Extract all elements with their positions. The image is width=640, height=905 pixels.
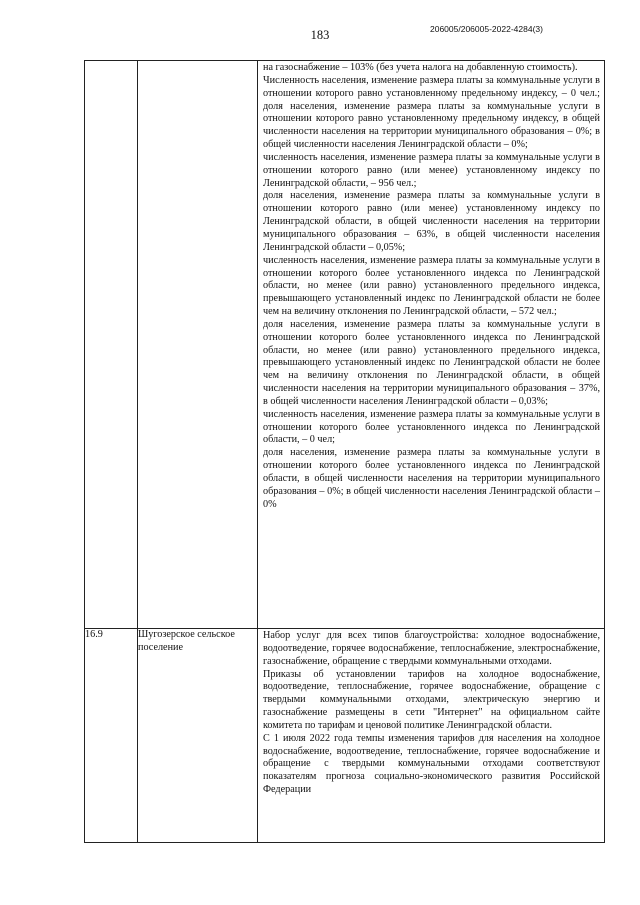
paragraph: доля населения, изменение размера платы за коммунальные услуги в отношении которого равно (или менее) установленному индексу по Ленинградской области, в общей численности населения на территории муниципального образования – 63%, в общей численности населения Ленинградской области – 0,05%;: [263, 190, 600, 253]
paragraph: численность населения, изменение размера платы за коммунальные услуги в отношении которого более установленного индекса по Ленинградской области, но менее (или равно) установленного предельного индекса, превышающего установленный индекс по Ленинградской области не более чем на величину отклонения по Ленинградской области, – 572 чел.;: [263, 254, 600, 318]
page-number: 183: [310, 28, 330, 42]
paragraph: Численность населения, изменение размера платы за коммунальные услуги в отношении которого равно установленному предельному индексу, – 0 чел.; доля населения, изменение размера платы за коммунальные услуги в отношении которого равно установленному предельному индексу, в общей численности населения на территории муниципального образования – 0%; в общей численности населения Ленинградской области – 0%;: [263, 74, 600, 151]
document-id: 206005/206005-2022-4284(3): [430, 24, 543, 34]
row-number-cell: 16.9: [85, 629, 138, 843]
paragraph: Набор услуг для всех типов благоустройства: холодное водоснабжение, водоотведение, горячее водоснабжение, теплоснабжение, электроснабжение, газоснабжение, обращение с твердыми коммунальными отходами.: [263, 630, 600, 667]
description-cell: [258, 629, 605, 843]
table-row: [85, 61, 605, 629]
settlement-name-cell: [138, 61, 258, 629]
settlement-name-cell: Шугозерское сельское поселение: [138, 629, 258, 843]
row-number-cell: [85, 61, 138, 629]
description-cell: [258, 61, 605, 629]
paragraph: численность населения, изменение размера платы за коммунальные услуги в отношении которого более установленного индекса по Ленинградской области, – 0 чел;: [263, 408, 600, 446]
paragraph: С 1 июля 2022 года темпы изменения тарифов для населения на холодное водоснабжение, водоотведение, теплоснабжение, горячее водоснабжение и обращение с твердыми коммунальными отходами соответствуют показателям прогноза социально-экономического развития Российской Федерации: [263, 732, 600, 796]
paragraph: доля населения, изменение размера платы за коммунальные услуги в отношении которого более установленного индекса по Ленинградской области, но менее (или равно) установленного предельного индекса, превышающего установленный индекс по Ленинградской области не более чем на величину отклонения по Ленинградской области, в общей численности населения на территории муниципального образования – 37%, в общей численности населения Ленинградской области – 0,03%;: [263, 318, 600, 407]
tariff-table: [84, 60, 605, 843]
paragraph: Приказы об установлении тарифов на холодное водоснабжение, водоотведение, теплоснабжение, горячее водоснабжение, обращение с твердыми коммунальными отходами, электрическую энергию и газоснабжение размещены в сети "Интернет" на официальном сайте комитета по тарифам и ценовой политике Ленинградской области.: [263, 668, 600, 731]
paragraph: на газоснабжение – 103% (без учета налога на добавленную стоимость).: [263, 62, 578, 73]
paragraph: доля населения, изменение размера платы за коммунальные услуги в отношении которого более установленного индекса по Ленинградской области, в общей численности населения на территории муниципального образования – 0%; в общей численности населения Ленинградской области – 0%: [263, 447, 600, 510]
paragraph: численность населения, изменение размера платы за коммунальные услуги в отношении которого равно (или менее) установленному индексу по Ленинградской области, – 956 чел.;: [263, 151, 600, 189]
table-row: [85, 629, 605, 843]
